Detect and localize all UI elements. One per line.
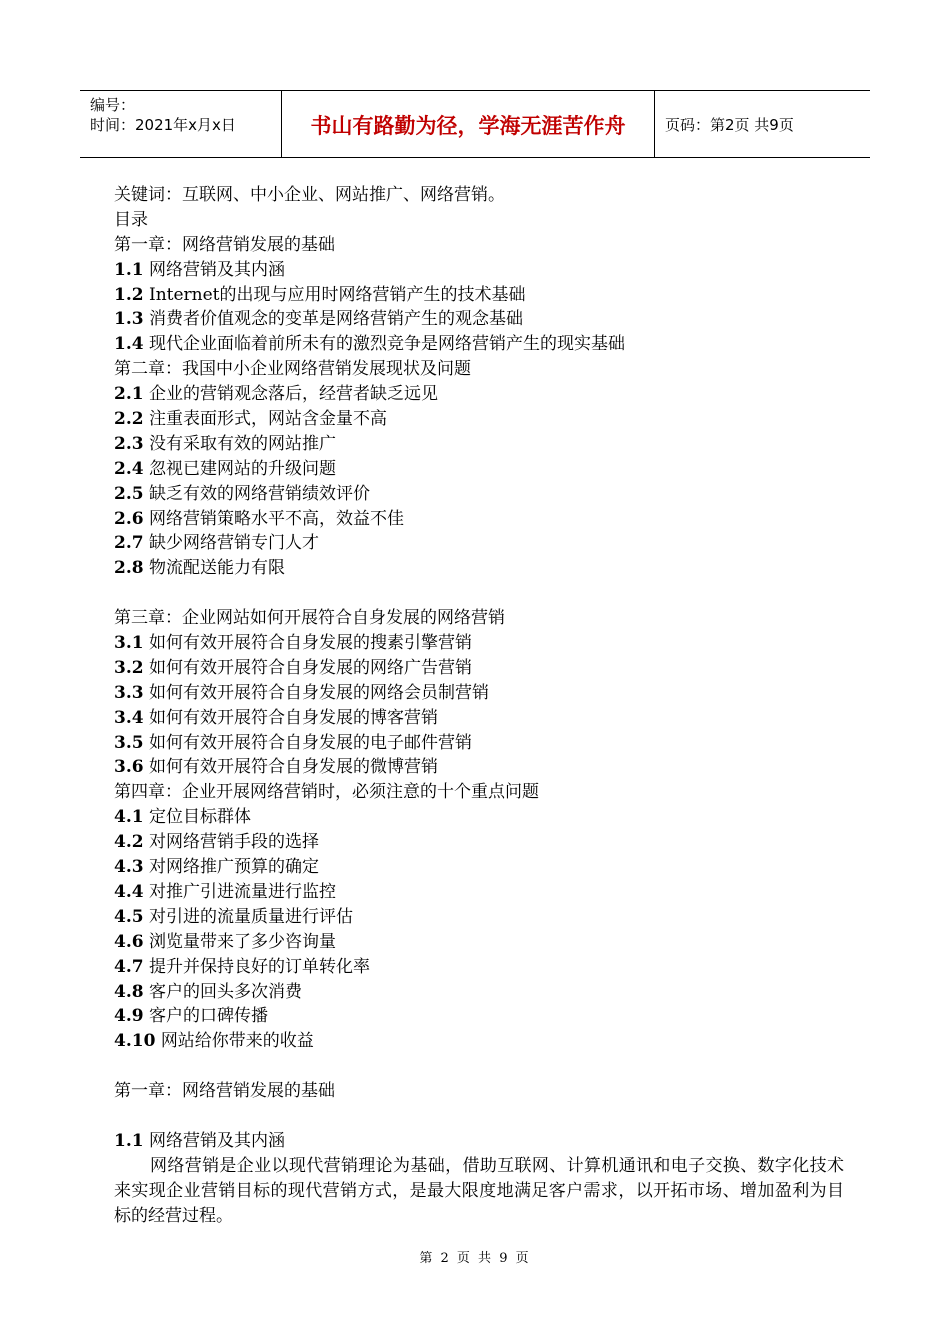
page-footer: 第 2 页 共 9 页 (419, 1251, 531, 1266)
document-line (114, 731, 844, 756)
line-text: 没有采取有效的网站推广 (148, 433, 336, 454)
blank-line (114, 1054, 844, 1079)
line-text: 网站给你带来的收益 (160, 1031, 314, 1052)
page-header (80, 90, 870, 158)
section-number: 2.7 (114, 533, 144, 554)
document-line (114, 457, 844, 482)
line-text: 第四章：企业开展网络营销时，必须注意的十个重点问题 (114, 782, 539, 803)
section-number: 2.5 (114, 483, 144, 504)
document-number-label: 编号： (90, 96, 136, 114)
document-line (114, 780, 844, 805)
document-line (114, 855, 844, 880)
document-line (114, 233, 844, 258)
document-line (114, 930, 844, 955)
section-number: 4.1 (114, 807, 144, 828)
line-text: 物流配送能力有限 (148, 558, 285, 579)
document-line (114, 631, 844, 656)
section-number: 4.3 (114, 857, 144, 878)
section-number: 1.4 (114, 334, 144, 355)
document-line (114, 706, 844, 731)
line-text: 网络营销策略水平不高，效益不佳 (148, 508, 404, 529)
document-line (114, 332, 844, 357)
document-line (114, 681, 844, 706)
line-text: 注重表面形式，网站含金量不高 (148, 409, 387, 430)
header-motto: 书山有路勤为径，学海无涯苦作舟 (281, 91, 655, 158)
section-number: 1.2 (114, 284, 144, 305)
line-text: 对网络推广预算的确定 (148, 857, 319, 878)
line-text: 目录 (114, 209, 148, 230)
document-time-label: 时间：2021年x月x日 (90, 116, 236, 134)
section-number: 3.6 (114, 757, 144, 778)
section-number: 3.5 (114, 732, 144, 753)
blank-line (114, 581, 844, 606)
section-number: 1.3 (114, 309, 144, 330)
document-body (114, 183, 844, 1229)
line-text: 网络营销及其内涵 (148, 259, 285, 280)
section-number: 4.7 (114, 956, 144, 977)
document-line (114, 755, 844, 780)
line-text: 网络营销及其内涵 (148, 1130, 285, 1151)
line-text: 第一章：网络营销发展的基础 (114, 234, 335, 255)
section-number: 4.6 (114, 931, 144, 952)
line-text: 对引进的流量质量进行评估 (148, 906, 353, 927)
document-line (114, 955, 844, 980)
document-line (114, 208, 844, 233)
line-text: 忽视已建网站的升级问题 (148, 458, 336, 479)
section-number: 4.10 (114, 1031, 156, 1052)
line-text: 企业的营销观念落后，经营者缺乏远见 (148, 384, 438, 405)
line-text: 浏览量带来了多少咨询量 (148, 931, 336, 952)
document-line (114, 606, 844, 631)
document-line (114, 905, 844, 930)
section-number: 2.8 (114, 558, 144, 579)
document-line (114, 1004, 844, 1029)
section-number: 2.6 (114, 508, 144, 529)
table-of-contents (114, 183, 844, 1154)
line-text: 缺少网络营销专门人才 (148, 533, 319, 554)
section-number: 3.2 (114, 657, 144, 678)
document-line (114, 432, 844, 457)
header-meta (80, 91, 281, 158)
section-number: 3.1 (114, 633, 144, 654)
document-line (114, 1029, 844, 1054)
document-line (114, 980, 844, 1005)
line-text: 客户的回头多次消费 (148, 981, 302, 1002)
document-line (114, 656, 844, 681)
line-text: 关键词：互联网、中小企业、网站推广、网络营销。 (114, 185, 505, 205)
section-number: 1.1 (114, 259, 144, 280)
section-number: 1.1 (114, 1130, 144, 1151)
document-line (114, 183, 844, 208)
line-text: 如何有效开展符合自身发展的搜素引擎营销 (148, 633, 472, 654)
section-number: 4.4 (114, 881, 144, 902)
document-line (114, 258, 844, 283)
section-number: 4.8 (114, 981, 144, 1002)
document-line (114, 507, 844, 532)
document-line (114, 830, 844, 855)
line-text: 缺乏有效的网络营销绩效评价 (148, 483, 370, 504)
line-text: 消费者价值观念的变革是网络营销产生的观念基础 (148, 309, 523, 330)
line-text: 对网络营销手段的选择 (148, 832, 319, 853)
section-number: 4.9 (114, 1006, 144, 1027)
document-line (114, 357, 844, 382)
line-text: 第一章：网络营销发展的基础 (114, 1081, 335, 1102)
line-text: 如何有效开展符合自身发展的博客营销 (148, 707, 438, 728)
line-text: 如何有效开展符合自身发展的网络会员制营销 (148, 682, 489, 703)
line-text: 如何有效开展符合自身发展的微博营销 (148, 757, 438, 778)
section-number: 2.3 (114, 433, 144, 454)
document-line (114, 283, 844, 308)
line-text: 客户的口碑传播 (148, 1006, 268, 1027)
document-line (114, 382, 844, 407)
line-text: 对推广引进流量进行监控 (148, 881, 336, 902)
document-line (114, 880, 844, 905)
line-text: 提升并保持良好的订单转化率 (148, 956, 370, 977)
line-text: 定位目标群体 (148, 807, 251, 828)
blank-line (114, 1104, 844, 1129)
line-text: 第三章：企业网站如何开展符合自身发展的网络营销 (114, 608, 505, 629)
document-line (114, 407, 844, 432)
document-line (114, 482, 844, 507)
section-number: 4.5 (114, 906, 144, 927)
line-text: 第二章：我国中小企业网络营销发展现状及问题 (114, 359, 471, 380)
line-text: 如何有效开展符合自身发展的电子邮件营销 (148, 732, 472, 753)
section-number: 4.2 (114, 832, 144, 853)
section-number: 2.2 (114, 409, 144, 430)
body-paragraph: 网络营销是企业以现代营销理论为基础，借助互联网、计算机通讯和电子交换、数字化技术来实现企业营销目标的现代营销方式，是最大限度地满足客户需求，以开拓市场、增加盈利为目标的经营过程。 (114, 1155, 844, 1226)
document-line (114, 307, 844, 332)
document-line (114, 805, 844, 830)
document-line (114, 531, 844, 556)
document-line (114, 556, 844, 581)
section-number: 2.1 (114, 384, 144, 405)
line-text: 现代企业面临着前所未有的激烈竞争是网络营销产生的现实基础 (148, 334, 625, 355)
line-text: Internet的出现与应用时网络营销产生的技术基础 (148, 284, 526, 305)
document-line (114, 1079, 844, 1104)
document-line (114, 1129, 844, 1154)
section-number: 2.4 (114, 458, 144, 479)
header-page-info: 页码：第2页 共9页 (665, 116, 794, 134)
section-number: 3.4 (114, 707, 144, 728)
line-text: 如何有效开展符合自身发展的网络广告营销 (148, 657, 472, 678)
section-number: 3.3 (114, 682, 144, 703)
